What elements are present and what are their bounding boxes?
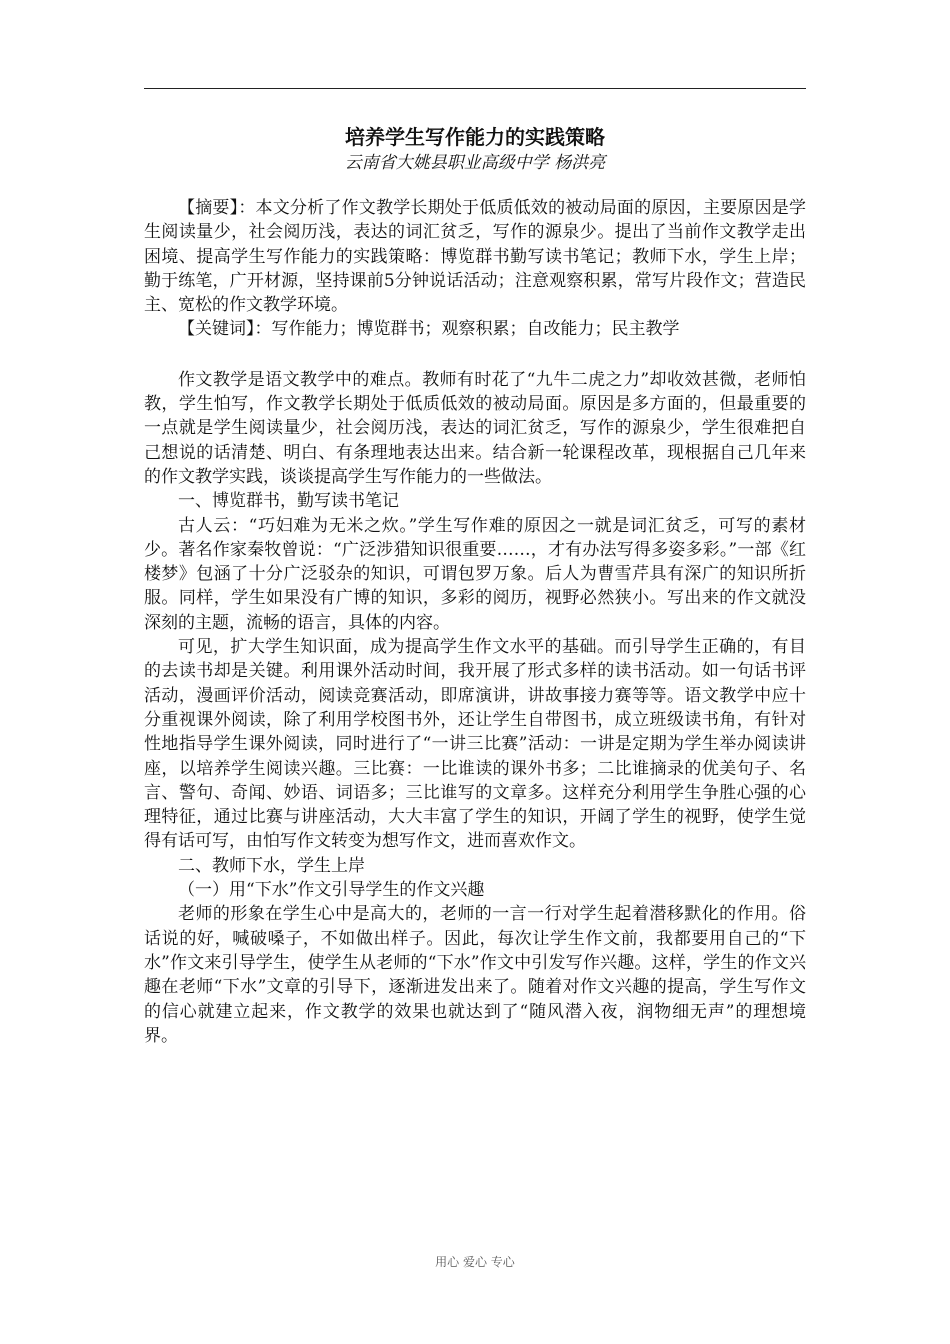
section-heading: 二、教师下水，学生上岸 <box>178 855 365 876</box>
page-footer: 用心 爱心 专心 <box>435 1255 515 1269</box>
body-paragraph: 作文教学是语文教学中的难点。教师有时花了“九牛二虎之力”却收效甚微，老师怕教，学生怕写，作文教学长期处于低质低效的被动局面。原因是多方面的，但最重要的一点就是学生阅读量少，社会阅历浅，表达的词汇贫乏，写作的源泉少，学生很难把自己想说的话清楚、明白、有条理地表达出来。结合新一轮课程改革，现根据自己几年来的作文教学实践，谈谈提高学生写作能力的一些做法。 <box>144 369 806 487</box>
document-body <box>144 196 806 1048</box>
author-line: 云南省大姚县职业高级中学 杨洪亮 <box>344 153 606 173</box>
subsection-heading: （一）用“下水”作文引导学生的作文兴趣 <box>178 880 485 901</box>
abstract-paragraph: 【摘要】：本文分析了作文教学长期处于低质低效的被动局面的原因，主要原因是学生阅读量少，社会阅历浅，表达的词汇贫乏，写作的源泉少。提出了当前作文教学走出困境、提高学生写作能力的实践策略：博览群书勤写读书笔记；教师下水，学生上岸；勤于练笔，广开材源，坚持课前5分钟说话活动；注意观察积累，常写片段作文；营造民主、宽松的作文教学环境。 <box>144 198 806 316</box>
header-rule <box>144 88 806 89</box>
body-paragraph: 古人云：“巧妇难为无米之炊。”学生写作难的原因之一就是词汇贫乏，可写的素材少。著名作家秦牧曾说：“广泛涉猎知识很重要……，才有办法写得多姿多彩。”一部《红楼梦》包涵了十分广泛驳杂的知识，可谓包罗万象。后人为曹雪芹具有深广的知识所折服。同样，学生如果没有广博的知识，多彩的阅历，视野必然狭小。写出来的作文就没深刻的主题，流畅的语言，具体的内容。 <box>144 515 806 633</box>
section-heading: 一、博览群书，勤写读书笔记 <box>178 491 399 512</box>
keywords-paragraph: 【关键词】：写作能力；博览群书；观察积累；自改能力；民主教学 <box>178 319 680 340</box>
document-title: 培养学生写作能力的实践策略 <box>345 125 605 149</box>
body-paragraph: 可见，扩大学生知识面，成为提高学生作文水平的基础。而引导学生正确的，有目的去读书却是关键。利用课外活动时间，我开展了形式多样的读书活动。如一句话书评活动，漫画评价活动，阅读竞赛活动，即席演讲，讲故事接力赛等等。语文教学中应十分重视课外阅读，除了利用学校图书外，还让学生自带图书，成立班级读书角，有针对性地指导学生课外阅读，同时进行了“一讲三比赛”活动：一讲是定期为学生举办阅读讲座，以培养学生阅读兴趣。三比赛：一比谁读的课外书多；二比谁摘录的优美句子、名言、警句、奇闻、妙语、词语多；三比谁写的文章多。这样充分利用学生争胜心强的心理特征，通过比赛与讲座活动，大大丰富了学生的知识，开阔了学生的视野，使学生觉得有话可写，由怕写作文转变为想写作文，进而喜欢作文。 <box>144 637 806 852</box>
body-paragraph: 老师的形象在学生心中是高大的，老师的一言一行对学生起着潜移默化的作用。俗话说的好，喊破嗓子，不如做出样子。因此，每次让学生作文前，我都要用自己的“下水”作文来引导学生，使学生从老师的“下水”作文中引发写作兴趣。这样，学生的作文兴趣在老师“下水”文章的引导下，逐渐进发出来了。随着对作文兴趣的提高，学生写作文的信心就建立起来，作文教学的效果也就达到了“随风潜入夜，润物细无声”的理想境界。 <box>144 904 806 1046</box>
